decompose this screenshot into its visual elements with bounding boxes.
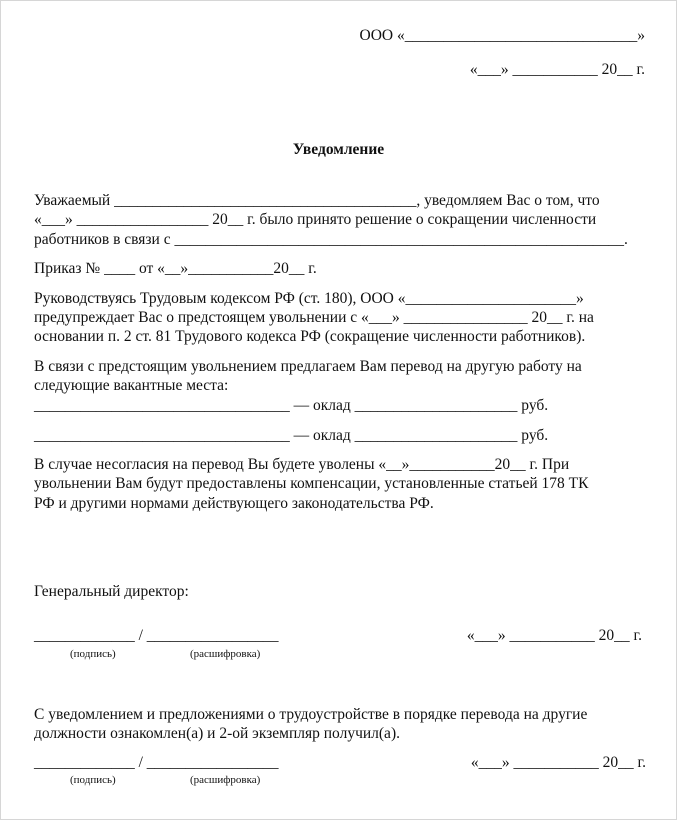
- acknowledgement-line-2: должности ознакомлен(а) и 2-ой экземпляр получил(а).: [34, 725, 400, 742]
- legal-basis-line-1: Руководствуясь Трудовым кодексом РФ (ст. 180), ООО «______________________»: [34, 290, 584, 307]
- vacancy-line-1: _________________________________ — оклад _____________________ руб.: [34, 397, 549, 414]
- employee-signature-caption: (подпись): [70, 774, 116, 786]
- header-date-line: «___» ___________ 20__ г.: [469, 61, 645, 78]
- dismissal-line-1: В случае несогласия на перевод Вы будете уволены «__»___________20__ г. При: [34, 456, 570, 473]
- dismissal-line-2: увольнении Вам будут предоставлены компенсации, установленные статьей 178 ТК: [34, 475, 589, 492]
- director-signature-line: _____________ / _________________: [34, 627, 279, 644]
- director-date-line: «___» ___________ 20__ г.: [466, 627, 642, 644]
- transfer-offer-line-1: В связи с предстоящим увольнением предлагаем Вам перевод на другую работу на: [34, 358, 582, 375]
- director-decode-caption: (расшифровка): [190, 648, 261, 660]
- legal-basis-line-2: предупреждает Вас о предстоящем увольнении с «___» ________________ 20__ г. на: [34, 309, 594, 326]
- director-label: Генеральный директор:: [34, 583, 189, 600]
- vacancy-line-2: _________________________________ — оклад _____________________ руб.: [34, 427, 549, 444]
- reason-line: работников в связи с __________________________________________________________.: [34, 231, 628, 248]
- decision-line: «___» _________________ 20__ г. было принято решение о сокращении численности: [34, 211, 597, 228]
- employee-signature-line: _____________ / _________________: [34, 754, 279, 771]
- order-line: Приказ № ____ от «__»___________20__ г.: [34, 260, 317, 277]
- transfer-offer-line-2: следующие вакантные места:: [34, 377, 229, 394]
- director-signature-caption: (подпись): [70, 648, 116, 660]
- employee-date-line: «___» ___________ 20__ г.: [470, 754, 646, 771]
- greeting-line: Уважаемый _______________________________________, уведомляем Вас о том, что: [34, 192, 600, 209]
- organization-line: ООО «______________________________»: [359, 27, 645, 44]
- acknowledgement-line-1: С уведомлением и предложениями о трудоустройстве в порядке перевода на другие: [34, 706, 588, 723]
- document-title: Уведомление: [292, 141, 385, 158]
- employee-decode-caption: (расшифровка): [190, 774, 261, 786]
- dismissal-line-3: РФ и другими нормами действующего законодательства РФ.: [34, 495, 434, 512]
- legal-basis-line-3: основании п. 2 ст. 81 Трудового кодекса РФ (сокращение численности работников).: [34, 328, 586, 345]
